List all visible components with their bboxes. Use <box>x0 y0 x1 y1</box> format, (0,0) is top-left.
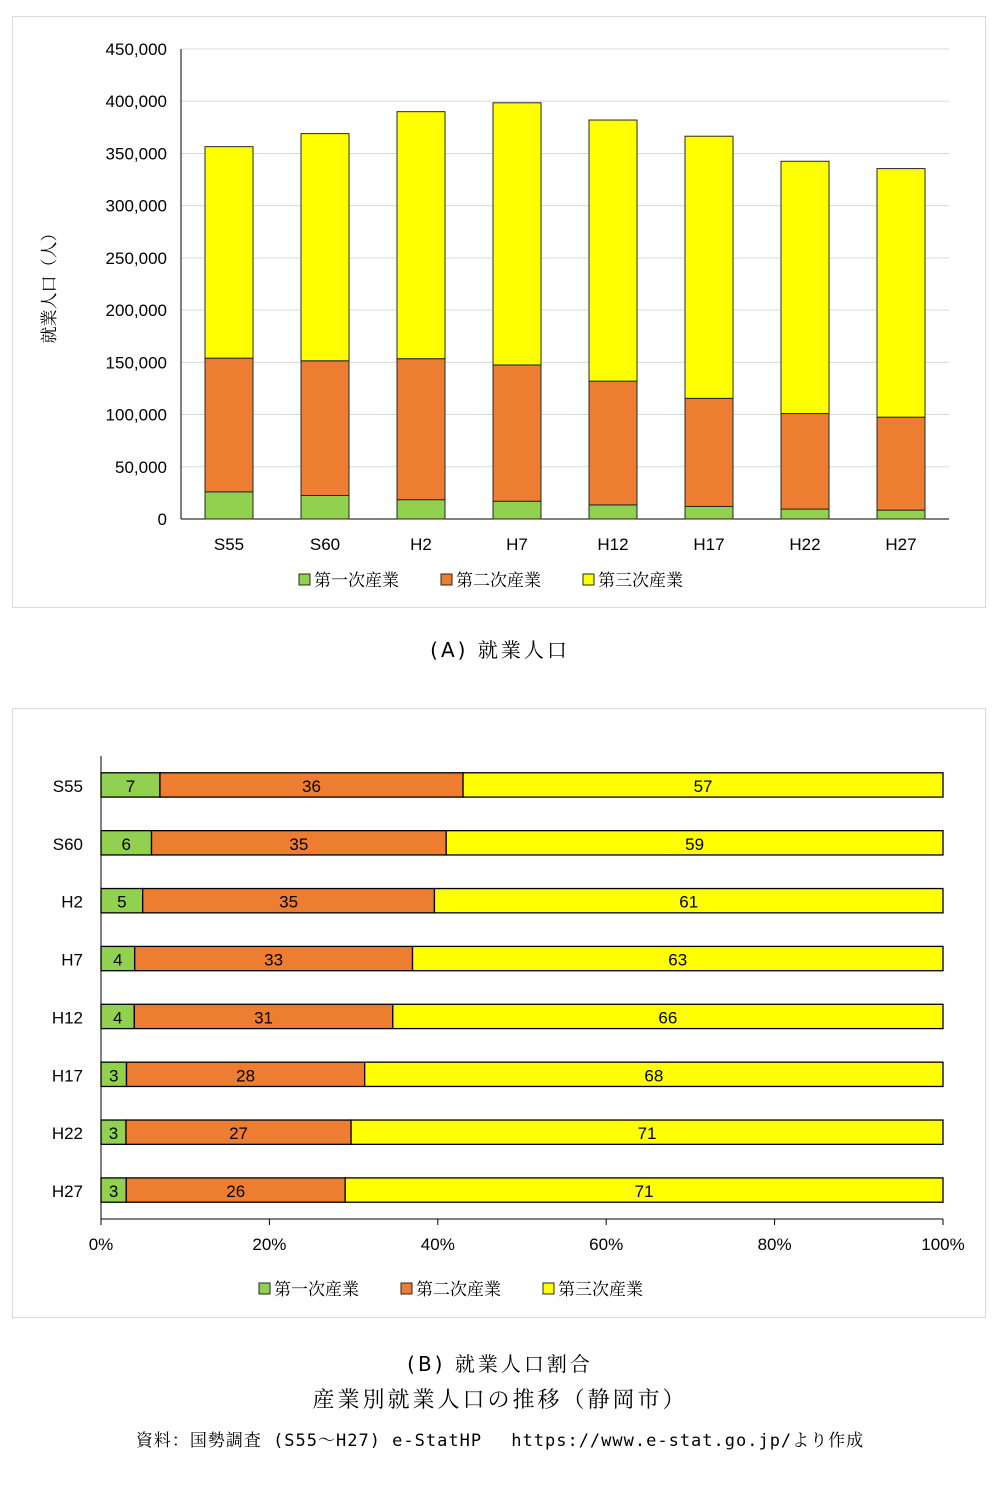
chart-a-caption: (A) 就業人口 <box>430 638 570 662</box>
data-label: 57 <box>693 776 713 796</box>
legend <box>299 571 683 591</box>
x-tick-label: 0% <box>88 1235 114 1254</box>
bar-segment-H27-1 <box>877 417 925 510</box>
y-tick-label: 250,000 <box>105 248 167 268</box>
bar-segment-S60-1 <box>301 361 349 496</box>
y-category-label: H2 <box>61 892 83 912</box>
stacked-column-chart <box>13 17 985 607</box>
figure-title: 産業別就業人口の推移（静岡市） <box>312 1388 688 1413</box>
source-note: 資料：国勢調査 (S55～H27) e-StatHP https://www.e-stat.go.jp/より作成 <box>135 1431 865 1451</box>
data-label: 28 <box>236 1066 256 1086</box>
y-category-label: H17 <box>51 1066 83 1086</box>
bar-segment-S55-1 <box>205 358 253 492</box>
x-category-label: H2 <box>410 535 432 554</box>
y-category-label: H27 <box>51 1182 83 1202</box>
bar-segment-H17-2 <box>685 136 733 398</box>
legend-swatch <box>543 1283 554 1294</box>
bar-segment-H27-2 <box>877 169 925 418</box>
data-label: 3 <box>108 1182 119 1202</box>
data-label: 31 <box>254 1008 274 1028</box>
y-tick-label: 50,000 <box>115 457 167 477</box>
gridlines <box>181 49 949 467</box>
y-tick-label: 100,000 <box>105 405 167 425</box>
x-category-label: H12 <box>597 535 629 554</box>
bar-segment-H22-2 <box>781 161 829 413</box>
data-label: 35 <box>279 892 299 912</box>
legend-swatch <box>401 1283 412 1294</box>
data-label: 4 <box>113 950 123 970</box>
data-label: 71 <box>634 1182 654 1202</box>
legend-label: 第三次産業 <box>598 571 683 591</box>
data-label: 59 <box>685 834 705 854</box>
y-tick-label: 400,000 <box>105 92 167 112</box>
legend-label: 第二次産業 <box>416 1280 501 1300</box>
x-category-label: H17 <box>693 535 725 554</box>
x-category-label: S60 <box>309 535 341 554</box>
bar-segment-S55-0 <box>205 492 253 519</box>
data-label: 68 <box>644 1066 664 1086</box>
chart-b-caption: (B) 就業人口割合 <box>407 1352 593 1376</box>
bar-segment-S60-0 <box>301 496 349 520</box>
legend-label: 第一次産業 <box>314 571 399 591</box>
legend-swatch <box>441 574 452 585</box>
data-label: 61 <box>679 892 699 912</box>
legend-label: 第二次産業 <box>456 571 541 591</box>
bar-segment-H2-0 <box>397 500 445 519</box>
bar-segment-S60-2 <box>301 134 349 361</box>
data-label: 3 <box>108 1124 119 1144</box>
legend-swatch <box>583 574 594 585</box>
bar-segment-H22-0 <box>781 509 829 519</box>
y-tick-label: 450,000 <box>105 40 167 59</box>
x-tick-label: 40% <box>420 1235 455 1254</box>
stacked-column-chart-panel <box>12 16 986 608</box>
y-category-label: H7 <box>61 950 83 970</box>
bar-segment-H7-0 <box>493 501 541 519</box>
x-category-label: S55 <box>213 535 245 554</box>
y-category-label: H22 <box>51 1124 83 1144</box>
x-category-label: H7 <box>506 535 528 554</box>
bar-segment-H17-1 <box>685 398 733 506</box>
bar-segment-S55-2 <box>205 147 253 359</box>
x-category-label: H22 <box>789 535 821 554</box>
bar-segment-H2-1 <box>397 359 445 500</box>
y-tick-label: 350,000 <box>105 144 167 164</box>
data-label: 35 <box>289 834 309 854</box>
data-label: 27 <box>229 1124 249 1144</box>
legend <box>259 1280 643 1300</box>
y-tick-label: 300,000 <box>105 196 167 216</box>
y-category-label: S55 <box>52 776 83 796</box>
data-label: 4 <box>112 1008 123 1028</box>
data-label: 26 <box>226 1182 246 1202</box>
bar-segment-H17-0 <box>685 506 733 519</box>
data-label: 7 <box>125 776 136 796</box>
bar-segment-H2-2 <box>397 112 445 359</box>
y-tick-label: 150,000 <box>105 353 167 373</box>
legend-swatch <box>259 1283 270 1294</box>
x-tick-label: 100% <box>921 1235 965 1254</box>
x-category-label: H27 <box>885 535 917 554</box>
data-label: 36 <box>302 776 321 796</box>
y-axis-title: 就業人口（人） <box>40 224 60 344</box>
x-tick-label: 60% <box>589 1235 624 1254</box>
data-label: 3 <box>109 1066 119 1086</box>
x-tick-label: 20% <box>252 1235 287 1254</box>
bar-segment-H27-0 <box>877 510 925 519</box>
stacked-percent-bar-chart <box>13 709 985 1317</box>
y-category-label: H12 <box>51 1008 83 1028</box>
legend-swatch <box>299 574 310 585</box>
data-label: 33 <box>264 950 284 970</box>
legend-label: 第一次産業 <box>274 1280 359 1300</box>
data-label: 6 <box>121 834 131 854</box>
y-category-label: S60 <box>52 834 83 854</box>
legend-label: 第三次産業 <box>558 1280 643 1300</box>
bar-segment-H12-2 <box>589 120 637 381</box>
bar-segment-H22-1 <box>781 414 829 510</box>
x-tick-label: 80% <box>757 1235 792 1254</box>
bar-segment-H7-1 <box>493 365 541 501</box>
bar-segment-H12-1 <box>589 381 637 505</box>
y-tick-label: 200,000 <box>105 301 167 321</box>
bar-segment-H7-2 <box>493 103 541 365</box>
data-label: 63 <box>668 950 688 970</box>
y-tick-label: 0 <box>157 510 167 529</box>
bar-segment-H12-0 <box>589 505 637 519</box>
data-label: 71 <box>637 1124 657 1144</box>
stacked-percent-bar-chart-panel <box>12 708 986 1318</box>
data-label: 66 <box>658 1008 678 1028</box>
data-label: 5 <box>117 892 127 912</box>
